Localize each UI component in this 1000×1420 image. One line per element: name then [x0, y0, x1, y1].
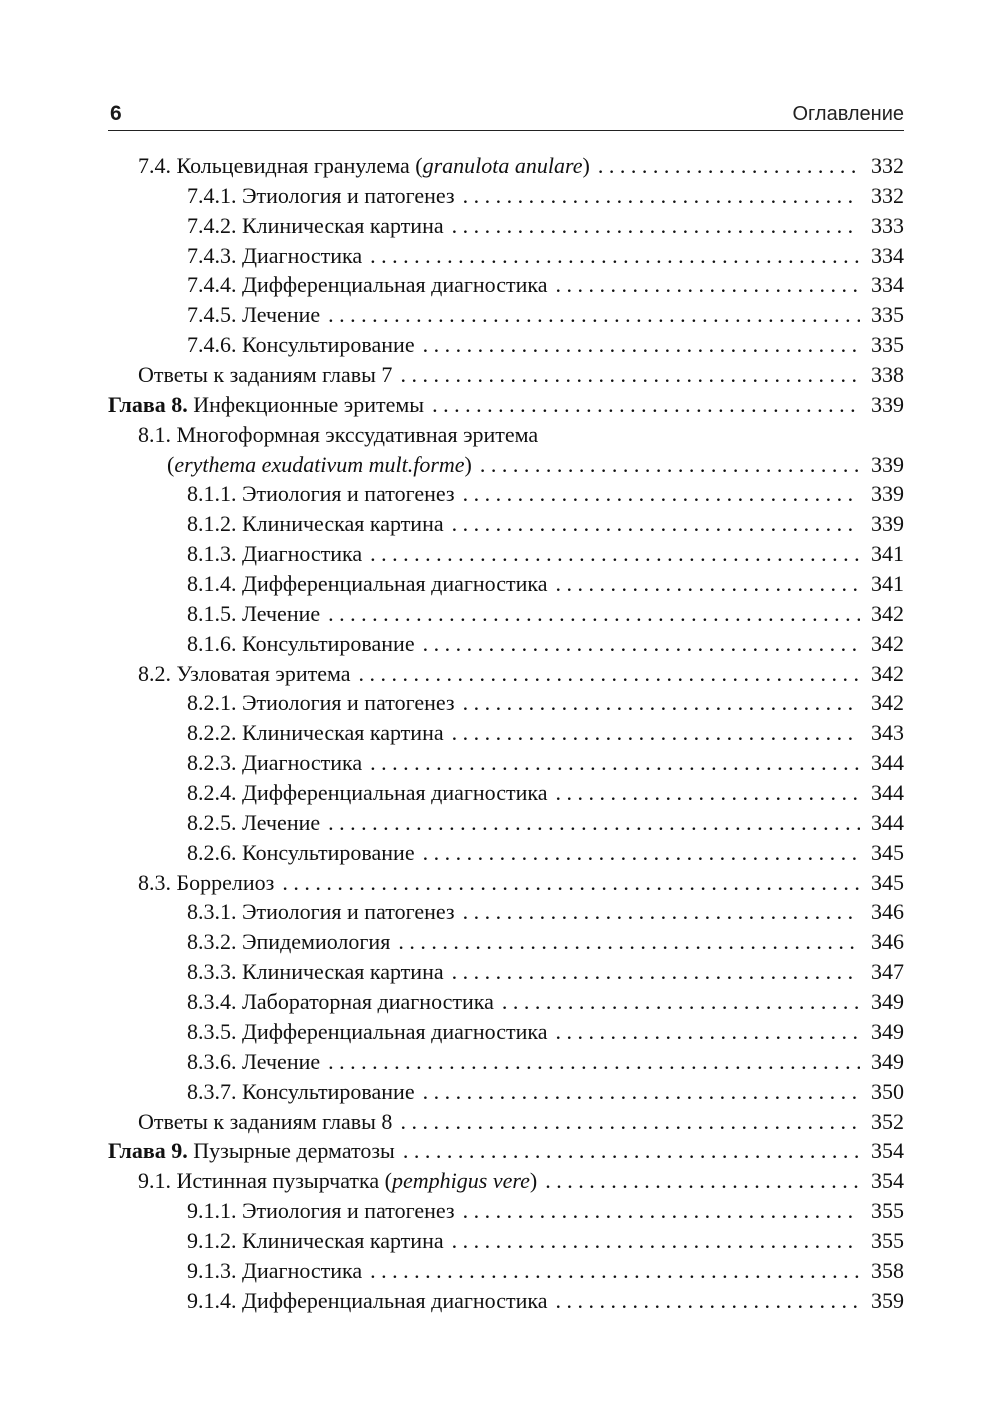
page-header — [108, 100, 904, 130]
toc-entry-title — [187, 181, 455, 211]
dot-leader — [370, 539, 860, 569]
section-title: Лабораторная диагностика — [242, 989, 494, 1015]
dot-leader — [328, 808, 860, 838]
chapter-label: Глава 9. — [108, 1138, 188, 1164]
toc-entry — [108, 1077, 904, 1107]
toc-entry — [108, 181, 904, 211]
page-ref: 349 — [871, 1048, 904, 1074]
section-number: 8.3.1. — [187, 899, 242, 925]
toc-entry — [108, 569, 904, 599]
section-number: 8.1.3. — [187, 541, 242, 567]
dot-leader — [328, 300, 860, 330]
section-title: Эпидемиология — [242, 929, 391, 955]
dot-leader — [556, 1286, 861, 1316]
dot-leader — [423, 838, 860, 868]
dot-leader — [463, 1196, 860, 1226]
page-ref: 332 — [871, 153, 904, 178]
dot-leader — [452, 1226, 860, 1256]
toc-entry — [108, 1107, 904, 1137]
section-number: 8.1.1. — [187, 481, 242, 507]
toc-entry-title — [187, 927, 390, 957]
page-ref: 333 — [871, 212, 904, 238]
section-number: 8.3.6. — [187, 1048, 242, 1074]
page-ref: 345 — [871, 839, 904, 865]
page-ref: 355 — [871, 1227, 904, 1253]
toc-entry-title — [138, 868, 274, 898]
toc-entry — [108, 599, 904, 629]
section-title: Этиология и патогенез — [242, 182, 455, 208]
section-title: Дифференциальная диагностика — [242, 1287, 548, 1313]
section-title: Клиническая картина — [242, 720, 444, 746]
toc-entry — [108, 927, 904, 957]
page-ref: 345 — [871, 869, 904, 895]
page-ref: 354 — [871, 1168, 904, 1194]
page-ref: 344 — [871, 750, 904, 776]
toc-entry-title — [108, 390, 424, 420]
dot-leader — [556, 270, 861, 300]
toc-entry-title — [187, 778, 548, 808]
page-ref: 344 — [871, 780, 904, 806]
section-title: Дифференциальная диагностика — [242, 272, 548, 298]
page-ref: 342 — [871, 660, 904, 686]
toc-entry-title — [187, 808, 320, 838]
section-number: 8.1.6. — [187, 630, 242, 656]
latin-term: granulota anulare — [422, 153, 583, 178]
dot-leader — [432, 390, 860, 420]
section-number: 7.4.6. — [187, 332, 242, 358]
section-number: 8.1.4. — [187, 571, 242, 597]
page-ref: 334 — [871, 242, 904, 268]
toc-entry-title — [187, 330, 415, 360]
toc-entry — [108, 211, 904, 241]
section-title: Диагностика — [242, 750, 363, 776]
toc-entry-title — [187, 718, 444, 748]
toc-entry-title — [187, 897, 455, 927]
toc-entry-title — [187, 838, 415, 868]
section-title: Этиология и патогенез — [242, 899, 455, 925]
latin-term: erythema exudativum mult.forme — [174, 451, 465, 477]
toc-entry-title — [187, 1196, 455, 1226]
page-ref: 349 — [871, 989, 904, 1015]
running-title: Оглавление — [792, 103, 904, 125]
section-title: Многоформная экссудативная эритема — [176, 421, 539, 447]
dot-leader — [463, 479, 860, 509]
dot-leader — [370, 1256, 860, 1286]
dot-leader — [556, 1017, 861, 1047]
toc-entry-title — [187, 629, 415, 659]
page-ref: 335 — [871, 302, 904, 328]
page-ref: 339 — [871, 481, 904, 507]
header-rule — [108, 130, 904, 131]
toc-entry-title — [187, 241, 362, 271]
toc-entry-title — [187, 479, 455, 509]
section-number: 8.1.2. — [187, 511, 242, 537]
section-title: Диагностика — [242, 541, 363, 567]
toc-entry-title — [138, 151, 590, 181]
toc-entry — [108, 688, 904, 718]
dot-leader — [423, 1077, 860, 1107]
section-number: 8.2.3. — [187, 750, 242, 776]
section-title: Лечение — [242, 302, 321, 328]
section-title: Истинная пузырчатка ( — [176, 1168, 392, 1194]
toc-entry — [108, 629, 904, 659]
section-title: Консультирование — [242, 1078, 415, 1104]
toc-entry — [108, 1136, 904, 1166]
toc-entry-title — [138, 360, 392, 390]
page-ref: 352 — [871, 1108, 904, 1134]
dot-leader — [598, 151, 860, 181]
toc-entry — [108, 390, 904, 420]
toc-entry-title — [138, 1166, 537, 1196]
toc-entry — [108, 808, 904, 838]
toc-entry — [108, 659, 904, 689]
toc-entry-title — [187, 987, 494, 1017]
dot-leader — [452, 718, 860, 748]
chapter-label: Глава 8. — [108, 391, 188, 417]
section-title: Инфекционные эритемы — [187, 391, 425, 417]
toc-entry-title — [187, 1077, 415, 1107]
table-of-contents — [108, 151, 904, 1316]
dot-leader — [328, 1047, 860, 1077]
page-ref: 350 — [871, 1078, 904, 1104]
toc-entry-title — [187, 1047, 320, 1077]
section-number: 8.2.1. — [187, 690, 242, 716]
section-number: 7.4.1. — [187, 182, 242, 208]
page-number: 6 — [110, 102, 122, 125]
page-ref: 359 — [871, 1287, 904, 1313]
toc-entry — [108, 479, 904, 509]
page-ref: 339 — [871, 511, 904, 537]
section-number: 8.1. — [138, 421, 177, 447]
toc-entry-title — [187, 599, 320, 629]
section-number: 7.4. — [138, 153, 177, 178]
section-title: Ответы к заданиям главы 7 — [138, 362, 393, 388]
page-ref: 346 — [871, 899, 904, 925]
section-number: 8.1.5. — [187, 600, 242, 626]
toc-entry-title — [187, 539, 362, 569]
toc-entry-title — [187, 1256, 362, 1286]
section-number: 8.3.5. — [187, 1018, 242, 1044]
section-number: 8.3.2. — [187, 929, 242, 955]
section-title: Клиническая картина — [242, 1227, 444, 1253]
section-title: Консультирование — [242, 630, 415, 656]
page-ref: 339 — [871, 391, 904, 417]
section-number: 8.2.5. — [187, 809, 242, 835]
toc-entry-title — [108, 1136, 395, 1166]
section-title: Клиническая картина — [242, 212, 444, 238]
dot-leader — [400, 1107, 860, 1137]
closing-paren: ) — [464, 451, 472, 477]
section-title: Этиология и патогенез — [242, 1198, 455, 1224]
page-ref: 342 — [871, 630, 904, 656]
dot-leader — [400, 360, 860, 390]
toc-entry-title — [187, 1017, 548, 1047]
dot-leader — [359, 659, 860, 689]
section-title: Этиология и патогенез — [242, 690, 455, 716]
page-ref: 354 — [871, 1138, 904, 1164]
section-title: Боррелиоз — [176, 869, 275, 895]
dot-leader — [463, 181, 860, 211]
toc-entry-title — [187, 1226, 444, 1256]
toc-entry — [108, 748, 904, 778]
page-ref: 334 — [871, 272, 904, 298]
closing-paren: ) — [582, 153, 590, 178]
toc-entry-title — [187, 957, 444, 987]
section-number: 8.2. — [138, 660, 177, 686]
page-ref: 355 — [871, 1198, 904, 1224]
toc-entry-title — [138, 1107, 392, 1137]
dot-leader — [502, 987, 860, 1017]
section-number: 8.2.2. — [187, 720, 242, 746]
toc-entry — [108, 330, 904, 360]
toc-entry — [108, 1226, 904, 1256]
toc-entry — [108, 778, 904, 808]
section-title: Дифференциальная диагностика — [242, 780, 548, 806]
dot-leader — [282, 868, 860, 898]
section-title: Дифференциальная диагностика — [242, 571, 548, 597]
page-ref: 343 — [871, 720, 904, 746]
page-ref: 346 — [871, 929, 904, 955]
toc-entry — [108, 241, 904, 271]
toc-entry — [108, 838, 904, 868]
dot-leader — [452, 211, 860, 241]
dot-leader — [545, 1166, 860, 1196]
page-ref: 339 — [871, 451, 904, 477]
toc-entry — [108, 450, 904, 480]
dot-leader — [398, 927, 860, 957]
toc-entry-title — [187, 1286, 548, 1316]
toc-entry — [108, 1047, 904, 1077]
section-number: 9.1.2. — [187, 1227, 242, 1253]
toc-entry-title — [138, 659, 351, 689]
section-number: 8.2.6. — [187, 839, 242, 865]
dot-leader — [452, 509, 860, 539]
dot-leader — [423, 330, 860, 360]
section-title: Клиническая картина — [242, 511, 444, 537]
section-number: 8.3. — [138, 869, 177, 895]
toc-entry — [108, 360, 904, 390]
page-ref: 342 — [871, 600, 904, 626]
latin-term: pemphigus vere — [392, 1168, 530, 1194]
toc-entry — [108, 420, 904, 450]
section-title: Диагностика — [242, 1257, 363, 1283]
toc-entry-title — [187, 748, 362, 778]
section-number: 8.3.3. — [187, 959, 242, 985]
toc-entry — [108, 1196, 904, 1226]
section-number: 9.1.3. — [187, 1257, 242, 1283]
dot-leader — [423, 629, 860, 659]
section-title: Лечение — [242, 600, 321, 626]
toc-entry — [108, 1017, 904, 1047]
page-ref: 332 — [871, 182, 904, 208]
section-number: 7.4.4. — [187, 272, 242, 298]
toc-entry-title — [187, 688, 455, 718]
section-title: Узловатая эритема — [176, 660, 351, 686]
toc-entry-title — [138, 420, 538, 450]
toc-entry-title — [187, 270, 548, 300]
section-title: Лечение — [242, 809, 321, 835]
dot-leader — [328, 599, 860, 629]
section-number: 8.2.4. — [187, 780, 242, 806]
section-number: 8.3.7. — [187, 1078, 242, 1104]
page-ref: 341 — [871, 571, 904, 597]
dot-leader — [463, 897, 860, 927]
toc-entry — [108, 1166, 904, 1196]
toc-entry — [108, 718, 904, 748]
toc-entry-title — [187, 300, 320, 330]
dot-leader — [370, 748, 860, 778]
dot-leader — [556, 569, 861, 599]
page-ref: 344 — [871, 809, 904, 835]
section-number: 8.3.4. — [187, 989, 242, 1015]
section-number: 7.4.5. — [187, 302, 242, 328]
toc-entry — [108, 151, 904, 181]
section-title: Консультирование — [242, 332, 415, 358]
section-title: Диагностика — [242, 242, 363, 268]
section-title: Пузырные дерматозы — [187, 1138, 395, 1164]
page-ref: 335 — [871, 332, 904, 358]
section-number: 9.1. — [138, 1168, 177, 1194]
section-title: Дифференциальная диагностика — [242, 1018, 548, 1044]
dot-leader — [463, 688, 860, 718]
section-title: ( — [167, 451, 175, 477]
page-ref: 347 — [871, 959, 904, 985]
toc-entry — [108, 300, 904, 330]
section-title: Лечение — [242, 1048, 321, 1074]
toc-entry — [108, 509, 904, 539]
toc-entry — [108, 868, 904, 898]
closing-paren: ) — [529, 1168, 538, 1194]
section-title: Консультирование — [242, 839, 415, 865]
toc-entry-title — [187, 211, 444, 241]
toc-entry-title — [167, 450, 472, 480]
toc-entry — [108, 1256, 904, 1286]
dot-leader — [480, 450, 860, 480]
section-number: 7.4.2. — [187, 212, 242, 238]
toc-entry — [108, 957, 904, 987]
section-title: Клиническая картина — [242, 959, 444, 985]
section-number: 9.1.4. — [187, 1287, 242, 1313]
dot-leader — [403, 1136, 860, 1166]
page-ref: 358 — [871, 1257, 904, 1283]
section-title: Кольцевидная гранулема ( — [176, 153, 423, 178]
dot-leader — [556, 778, 861, 808]
toc-entry — [108, 1286, 904, 1316]
toc-entry-title — [187, 509, 444, 539]
section-number: 7.4.3. — [187, 242, 242, 268]
toc-entry — [108, 270, 904, 300]
page-ref: 341 — [871, 541, 904, 567]
toc-entry — [108, 987, 904, 1017]
dot-leader — [452, 957, 860, 987]
toc-entry-title — [187, 569, 548, 599]
section-title: Этиология и патогенез — [242, 481, 455, 507]
toc-entry — [108, 897, 904, 927]
toc-entry — [108, 539, 904, 569]
dot-leader — [370, 241, 860, 271]
page-ref: 338 — [871, 362, 904, 388]
section-title: Ответы к заданиям главы 8 — [138, 1108, 393, 1134]
section-number: 9.1.1. — [187, 1198, 242, 1224]
page-ref: 349 — [871, 1018, 904, 1044]
page-ref: 342 — [871, 690, 904, 716]
